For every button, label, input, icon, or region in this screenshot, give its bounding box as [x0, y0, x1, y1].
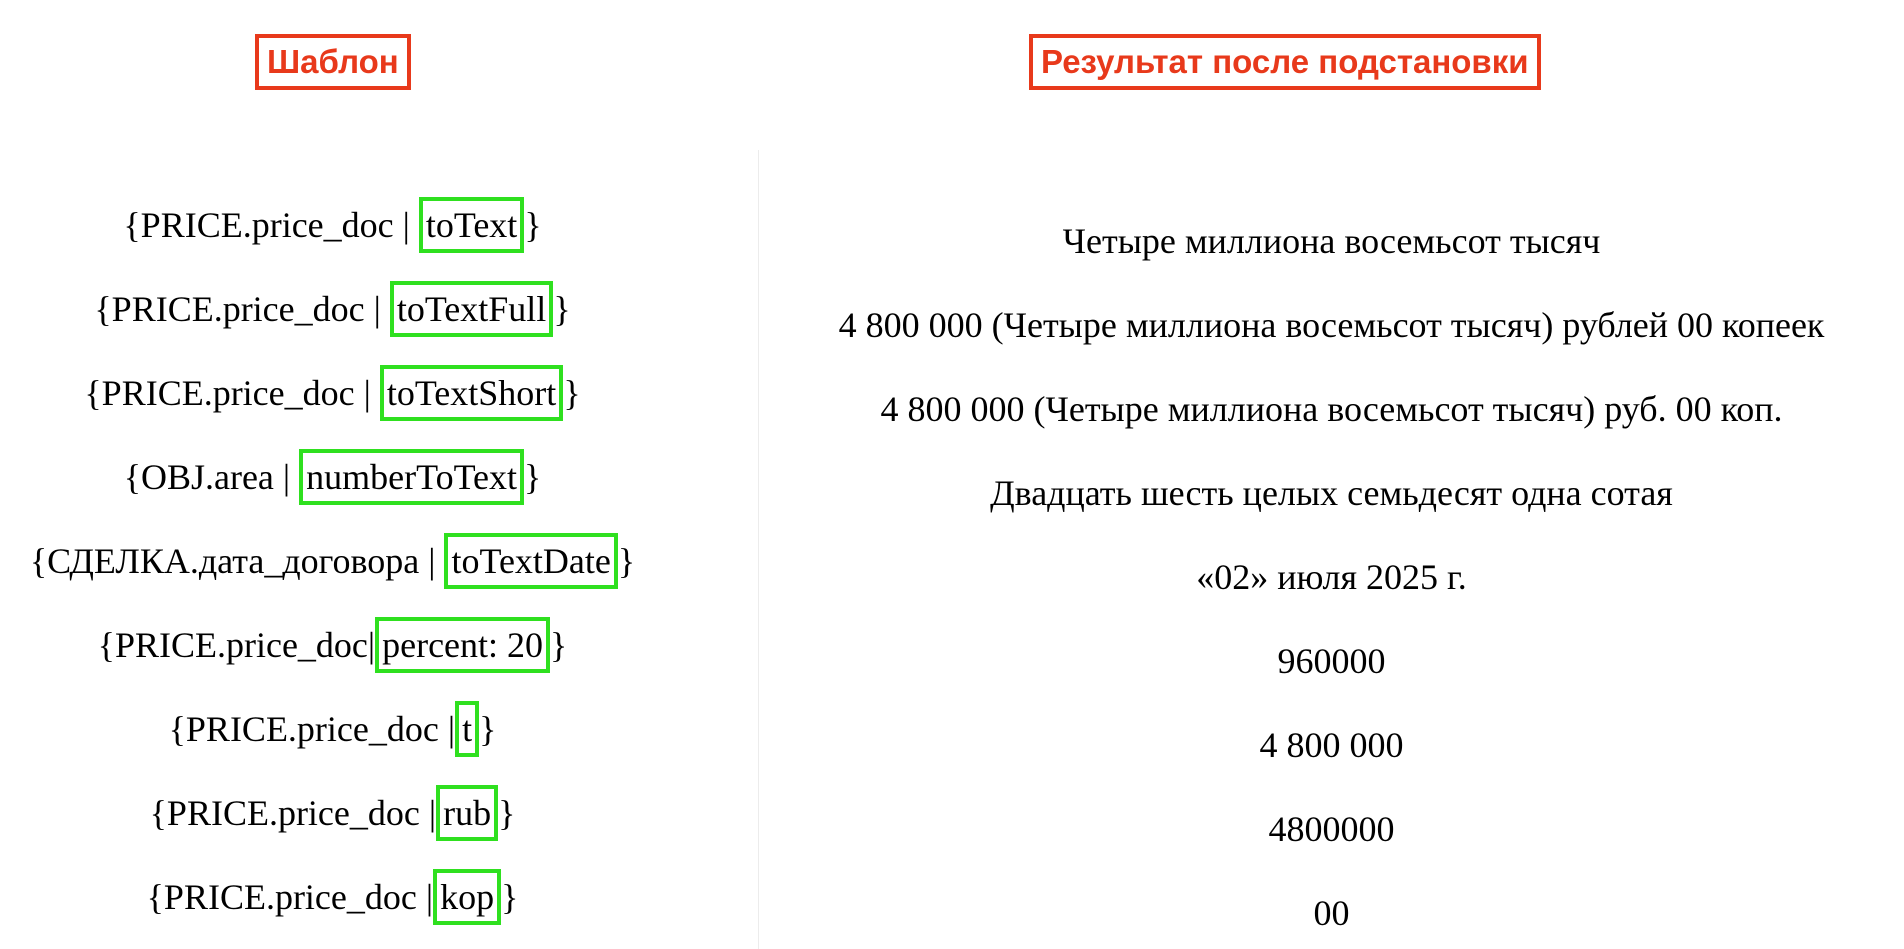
filter-highlight: kop	[433, 869, 501, 925]
filter-highlight: toTextShort	[380, 365, 563, 421]
template-line	[0, 203, 665, 247]
result-line: 960000	[1277, 641, 1386, 681]
template-line	[0, 791, 665, 835]
template-expression: {PRICE.price_doc |	[94, 289, 390, 329]
closing-brace: }	[524, 457, 542, 497]
filter-highlight: toTextDate	[444, 533, 617, 589]
template-line	[0, 455, 665, 499]
template-line	[0, 539, 665, 583]
closing-brace: }	[617, 541, 636, 581]
result-line: 00	[1313, 893, 1350, 933]
closing-brace: }	[501, 877, 519, 917]
filter-highlight: toTextFull	[390, 281, 553, 337]
closing-brace: }	[550, 625, 568, 665]
result-line: Четыре миллиона восемьсот тысяч	[1062, 221, 1601, 261]
result-line: 4800000	[1268, 809, 1395, 849]
result-header: Результат после подстановки	[1029, 34, 1541, 90]
template-expression: {СДЕЛКА.дата_договора |	[29, 541, 445, 581]
result-line: Двадцать шесть целых семьдесят одна сотая	[990, 473, 1673, 513]
closing-brace: }	[553, 289, 571, 329]
filter-highlight: percent: 20	[375, 617, 550, 673]
filter-highlight: numberToText	[299, 449, 524, 505]
filter-highlight: toText	[419, 197, 524, 253]
template-expression: {PRICE.price_doc |	[84, 373, 380, 413]
result-line: 4 800 000 (Четыре миллиона восемьсот тысяч) руб. 00 коп.	[880, 389, 1783, 429]
template-expression: {PRICE.price_doc|	[97, 625, 376, 665]
template-line	[0, 371, 665, 415]
template-expression: {OBJ.area |	[123, 457, 300, 497]
closing-brace: }	[498, 793, 516, 833]
template-header: Шаблон	[255, 34, 411, 90]
closing-brace: }	[563, 373, 581, 413]
template-line	[0, 623, 665, 667]
closing-brace: }	[524, 205, 542, 245]
result-line: «02» июля 2025 г.	[1196, 557, 1467, 597]
result-line: 4 800 000 (Четыре миллиона восемьсот тысяч) рублей 00 копеек	[838, 305, 1825, 345]
template-expression: {PRICE.price_doc |	[168, 709, 456, 749]
filter-highlight: rub	[436, 785, 498, 841]
template-line	[0, 287, 665, 331]
template-line	[0, 707, 665, 751]
template-expression: {PRICE.price_doc |	[149, 793, 437, 833]
filter-highlight: t	[455, 701, 479, 757]
result-line: 4 800 000	[1259, 725, 1404, 765]
template-expression: {PRICE.price_doc |	[123, 205, 419, 245]
template-line	[0, 875, 665, 919]
closing-brace: }	[479, 709, 497, 749]
template-expression: {PRICE.price_doc |	[146, 877, 434, 917]
